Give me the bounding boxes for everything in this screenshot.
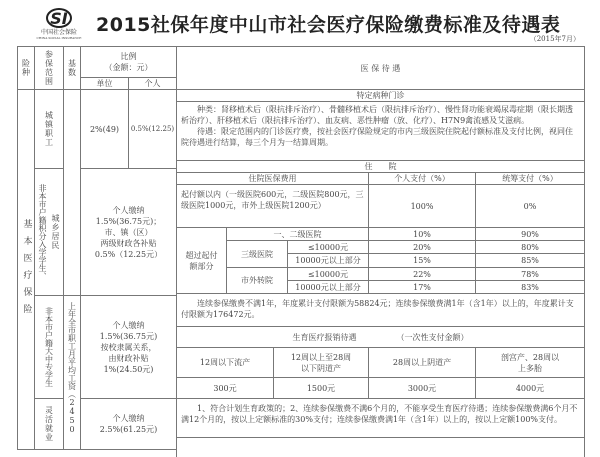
- scope-flexible: 灵活就业: [34, 398, 64, 450]
- deductible-personal: 100%: [368, 184, 476, 228]
- contribution-line: 个人缴纳: [112, 414, 145, 423]
- special-outpatient-types: 种类：肾移植术后（限抗排斥治疗）、骨髓移植术后（限抗排斥治疗）、慢性肾功能衰竭尿毒症期（限长期透析治疗）、肝移植术后（限抗排斥治疗）、血友病、恶性肿瘤（放、化疗）、H7N9禽流感及艾滋病。: [181, 105, 573, 125]
- students-contribution: [80, 295, 177, 399]
- contribution-line: 市、镇（区）: [104, 227, 153, 237]
- scope-urban-rural: [34, 168, 64, 296]
- tier-sub: ≤10000元: [287, 267, 369, 281]
- contribution-line: 个人缴纳: [112, 205, 145, 215]
- tier-personal: 22%: [368, 267, 476, 281]
- contribution-line: 由财政补贴: [108, 353, 149, 363]
- tier-group: 三级医院: [226, 240, 288, 268]
- annual-limit-note: [176, 293, 585, 327]
- tier-personal: 17%: [368, 280, 476, 294]
- maternity-subtitle: （一次性支付金额）: [396, 332, 469, 342]
- maternity-amount: 300元: [176, 377, 274, 399]
- header-personal: 个人: [128, 77, 177, 90]
- contribution-line: 1.5%(36.75元)；: [95, 216, 162, 226]
- contribution-line: 2.5%(61.25元): [99, 425, 158, 434]
- flexible-contribution: [80, 398, 177, 450]
- header-ratio: [80, 46, 177, 78]
- special-outpatient-benefit: 待遇：限定范围内的门诊医疗费，按社会医疗保险规定的市内三级医院住院起付额标准及支付比例，视同住院待遇进行结算，每三个月为一结算周期。: [181, 127, 573, 147]
- insurance-type-label: 基本医疗保险: [17, 89, 35, 450]
- tier-sub: 10000元以上部分: [287, 253, 369, 268]
- maternity-amount: 4000元: [475, 377, 585, 399]
- contribution-line: 个人缴纳: [112, 320, 145, 330]
- date-label: （2015年7月）: [529, 35, 580, 43]
- contribution-line: 0.5%（12.25元）: [94, 249, 163, 259]
- annual-limit-text: 连续参保缴费不满1年，年度累计支付限额为58824元；连续参保缴费满1年（含1年）以上的，年度累计支付限额为176472元。: [181, 299, 574, 319]
- contribution-line: 两级财政各补贴: [100, 238, 157, 248]
- header-ratio-label: 比例: [120, 52, 137, 61]
- header-scope: 参保范围: [34, 46, 64, 90]
- maternity-note-text: 1、符合计划生育政策的；2、连续参保缴费不满6个月的，不能享受生育医疗待遇；连续参保缴费满6个月不满12个月的，按以上定额标准的30%支付；连续参保缴费满1年（含1年）以上的，按以上定额100%支付。: [181, 404, 578, 424]
- special-outpatient-content: [176, 101, 585, 161]
- contribution-line: 1%(24.50元): [103, 364, 154, 374]
- tier-personal: 10%: [368, 227, 476, 241]
- maternity-col: 剖宫产、28周以上多胎: [475, 347, 585, 378]
- scope-urban-rural-b: 非本市户籍积分入学学生、: [38, 184, 47, 280]
- tier-group: 市外转院: [226, 267, 288, 294]
- scope-urban-staff: 城镇职工: [34, 89, 64, 169]
- tier-personal: 20%: [368, 240, 476, 254]
- maternity-title: 生育医疗报销待遇: [292, 332, 357, 342]
- header-benefits: 医 保 待 遇: [176, 46, 585, 90]
- scope-urban-rural-a: 城乡居民: [51, 214, 60, 250]
- maternity-col: 12周以下流产: [176, 347, 274, 378]
- page-title: 2015社保年度中山市社会医疗保险缴费标准及待遇表: [96, 14, 561, 36]
- header-ratio-unit: （金额：元）: [104, 63, 153, 72]
- maternity-amount: 3000元: [368, 377, 476, 399]
- tier-personal: 15%: [368, 253, 476, 268]
- tier-sub: ≤10000元: [287, 240, 369, 254]
- tier-pooled: 83%: [475, 280, 585, 294]
- urban-staff-personal-rate: 0.5%(12.25): [128, 89, 177, 169]
- maternity-note: [176, 398, 585, 438]
- header-insurance-type: 险种: [17, 46, 35, 90]
- tier-pooled: 78%: [475, 267, 585, 281]
- tier-pooled: 85%: [475, 253, 585, 268]
- hospitalization-title: 住 院: [176, 160, 585, 173]
- col-personal-pay: 个人支付（%）: [368, 172, 476, 185]
- tier-pooled: 90%: [475, 227, 585, 241]
- maternity-col: 28周以上阴道产: [368, 347, 476, 378]
- col-pooled-pay: 统筹支付（%）: [475, 172, 585, 185]
- maternity-title-row: [176, 326, 585, 348]
- over-deductible-label: 超过起付额部分: [176, 227, 227, 294]
- urban-staff-unit-rate: 2%(49): [80, 89, 129, 169]
- header-unit: 单位: [80, 77, 129, 90]
- tier-pooled: 80%: [475, 240, 585, 254]
- deductible-pooled: 0%: [475, 184, 585, 228]
- logo-en-text: CHINA SOCIAL INSURANCE: [36, 36, 82, 40]
- contribution-line: 1.5%(36.75元): [99, 331, 158, 341]
- tier-sub: 10000元以上部分: [287, 280, 369, 294]
- logo: [34, 8, 84, 40]
- col-cost: 住院医保费用: [176, 172, 369, 185]
- contribution-line: 按校隶属关系，: [100, 342, 157, 352]
- tier-group: 一、二级医院: [226, 227, 369, 241]
- base-average-wage: 上年全市职工月平均工资（2450: [63, 295, 81, 450]
- urban-rural-contribution: [80, 168, 177, 296]
- maternity-col: 12周以上至28周以下阴道产: [273, 347, 369, 378]
- header-base: 基数: [63, 46, 81, 90]
- deductible-label: 起付额以内（一级医院600元，二级医院800元，三级医院1000元，市外上级医院1200元）: [176, 184, 369, 228]
- scope-students: 非本市户籍大中专学生: [34, 295, 64, 399]
- maternity-amount: 1500元: [273, 377, 369, 399]
- china-social-insurance-logo-icon: SI: [46, 8, 72, 28]
- base-empty: [63, 89, 81, 296]
- logo-cn-text: 中国社会保险: [40, 29, 77, 36]
- next-row-partial: [176, 437, 585, 457]
- special-outpatient-title: 特定病种门诊: [176, 89, 585, 102]
